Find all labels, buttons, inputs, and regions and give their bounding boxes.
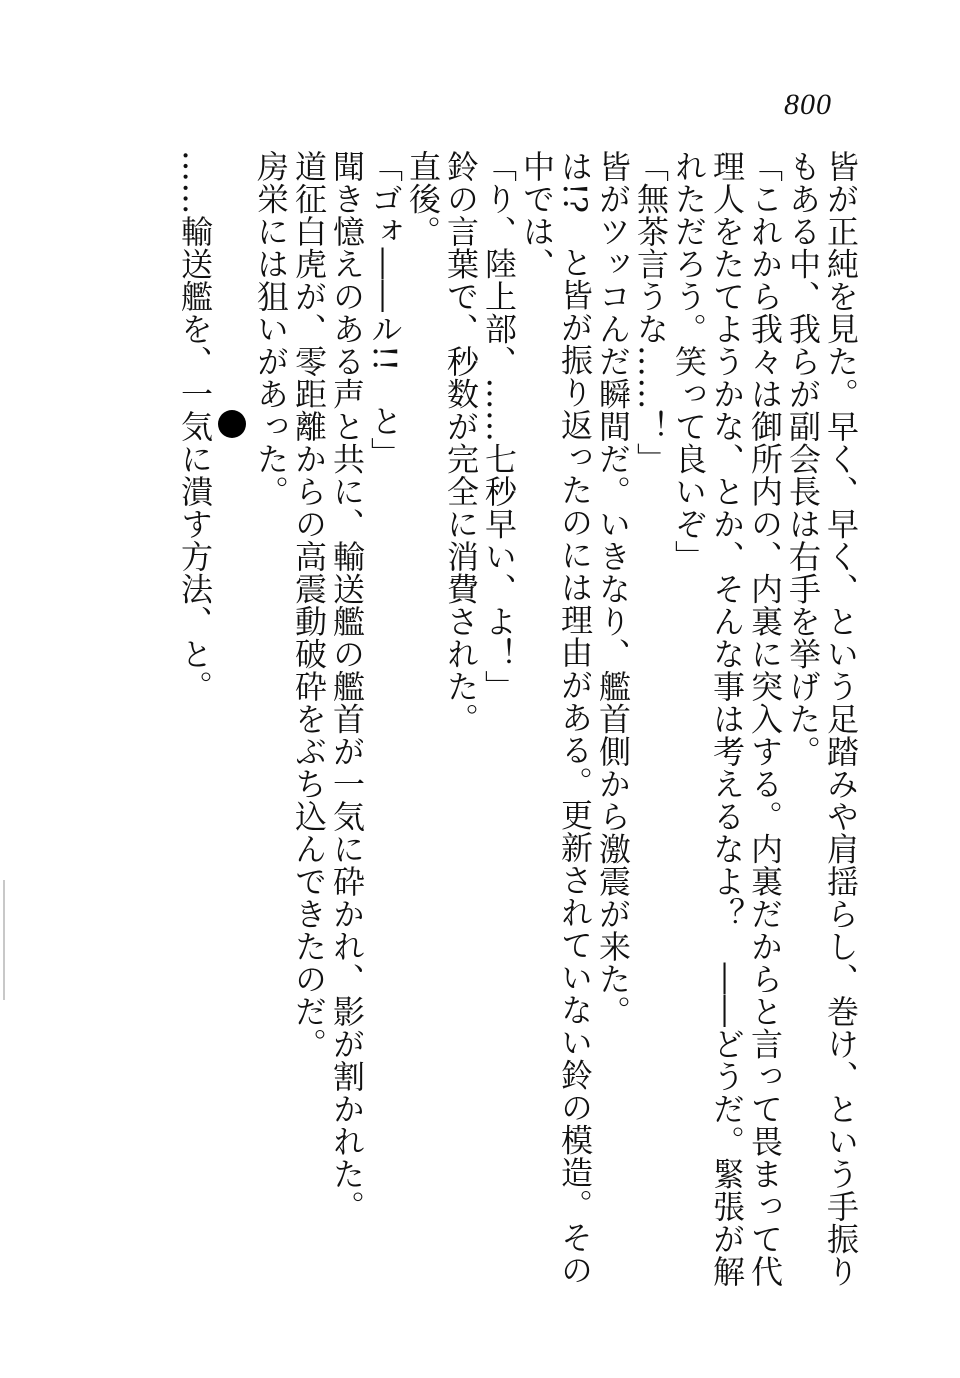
page-number: 800: [784, 88, 832, 121]
paragraph: 「無茶言うな……！」: [632, 150, 670, 475]
paragraph: 房栄には狙いがあった。: [252, 150, 290, 508]
paragraph: 聞き憶えのある声と共に、輸送艦の艦首が一気に砕かれ、影が割かれた。: [328, 150, 366, 1223]
paragraph: ……輸送艦を、一気に潰す方法、と。: [176, 150, 214, 703]
paragraph: 「り、陸上部、……七秒早い、よ！」: [480, 150, 518, 703]
paragraph: 鈴の言葉で、秒数が完全に消費された。: [442, 150, 480, 735]
paragraph: 「これから我々は御所内の、内裏に突入する。内裏だからと言って畏まって代理人をたてようかな、とか、そんな事は考えるなよ？ ――どうだ。緊張が解れただろう。笑って良いぞ」: [670, 150, 784, 1288]
paragraph: 皆が正純を見た。早く、早く、という足踏みや肩揺らし、巻け、という手振りもある中、我らが副会長は右手を挙げた。: [784, 150, 860, 1288]
scan-edge-mark: [3, 880, 5, 1000]
novel-text-block: [100, 150, 860, 1300]
paragraph: 「ゴォ――ル!! と」: [366, 150, 404, 470]
paragraph: 道征白虎が、零距離からの高震動破砕をぶち込んできたのだ。: [290, 150, 328, 1060]
paragraph: は!? と皆が振り返ったのには理由がある。更新されていない鈴の模造。その中では、: [518, 150, 594, 1287]
paragraph: 皆がツッコんだ瞬間だ。いきなり、艦首側から激震が来た。: [594, 150, 632, 1028]
scene-break-dot: [218, 410, 246, 438]
paragraph: 直後。: [404, 150, 442, 248]
